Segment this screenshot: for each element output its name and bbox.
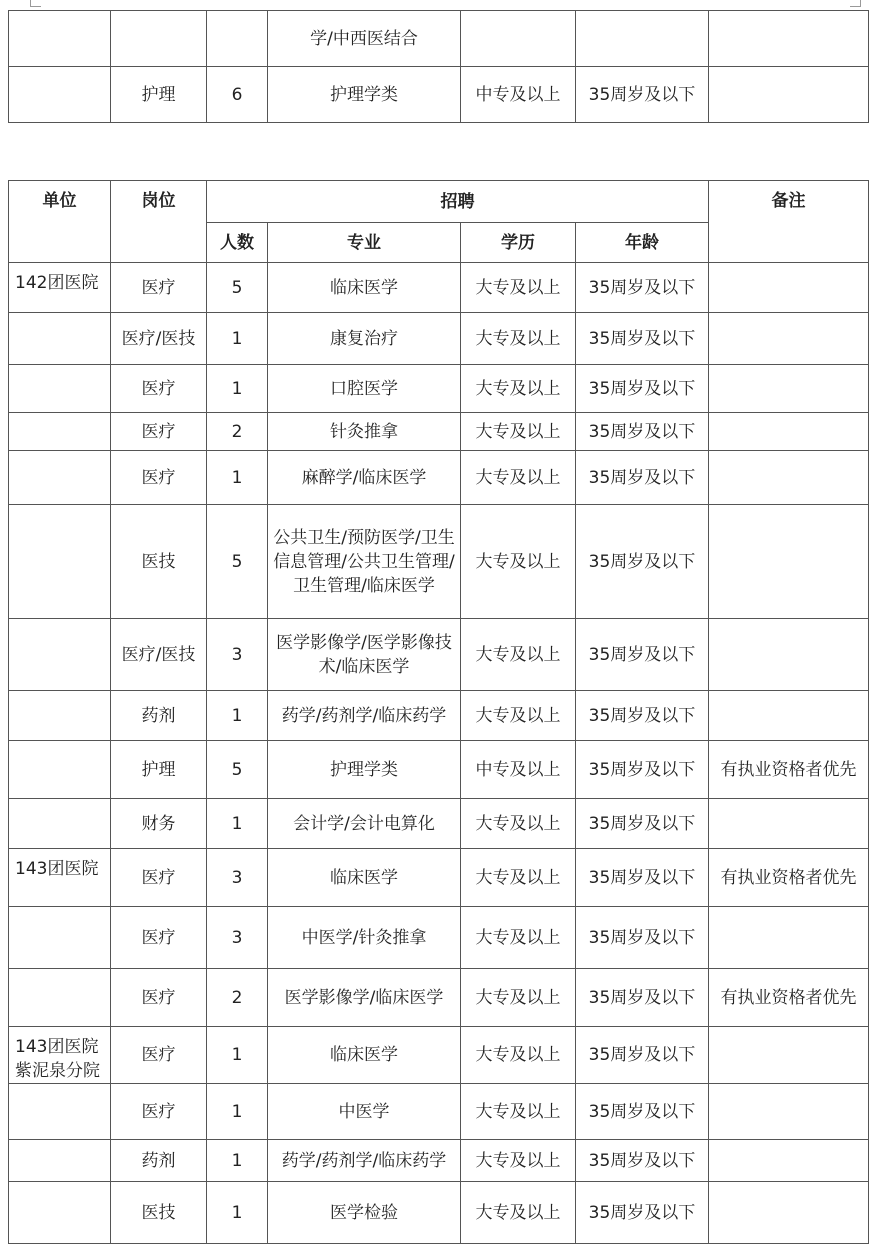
table-row <box>9 413 869 451</box>
cell-education: 大专及以上 <box>461 1084 576 1140</box>
cell-count: 3 <box>207 619 268 691</box>
cell-position: 医疗 <box>111 969 207 1027</box>
cell-remark: 有执业资格者优先 <box>709 969 869 1027</box>
cell-count: 1 <box>207 365 268 413</box>
cell-remark <box>709 799 869 849</box>
cell-education: 中专及以上 <box>461 67 576 123</box>
cell-unit <box>9 799 111 849</box>
cell-position: 医疗/医技 <box>111 313 207 365</box>
cell-remark <box>709 1084 869 1140</box>
cell-position: 医疗 <box>111 907 207 969</box>
table-row <box>9 1027 869 1084</box>
cell-age: 35周岁及以下 <box>576 849 709 907</box>
cell-remark <box>709 365 869 413</box>
table-row <box>9 11 869 67</box>
cell-age: 35周岁及以下 <box>576 1140 709 1182</box>
cell-education: 大专及以上 <box>461 505 576 619</box>
cell-major: 学/中西医结合 <box>268 11 461 67</box>
cell-education: 大专及以上 <box>461 451 576 505</box>
cell-unit <box>9 691 111 741</box>
cell-remark <box>709 67 869 123</box>
cell-major: 临床医学 <box>268 263 461 313</box>
cell-education: 大专及以上 <box>461 413 576 451</box>
cell-age: 35周岁及以下 <box>576 451 709 505</box>
cell-unit <box>9 969 111 1027</box>
cell-remark <box>709 263 869 313</box>
table-row <box>9 741 869 799</box>
cell-count: 1 <box>207 1140 268 1182</box>
cell-major: 药学/药剂学/临床药学 <box>268 1140 461 1182</box>
cell-major: 中医学 <box>268 1084 461 1140</box>
cell-unit <box>9 451 111 505</box>
cell-remark <box>709 313 869 365</box>
cell-major: 医学影像学/临床医学 <box>268 969 461 1027</box>
cell-remark: 有执业资格者优先 <box>709 741 869 799</box>
cell-education: 大专及以上 <box>461 969 576 1027</box>
cell-count: 1 <box>207 451 268 505</box>
cell-age: 35周岁及以下 <box>576 505 709 619</box>
cell-count: 2 <box>207 413 268 451</box>
cell-age: 35周岁及以下 <box>576 1182 709 1244</box>
cell-count: 2 <box>207 969 268 1027</box>
cell-age: 35周岁及以下 <box>576 263 709 313</box>
cell-education: 大专及以上 <box>461 1182 576 1244</box>
cell-count: 5 <box>207 263 268 313</box>
cell-count: 1 <box>207 1182 268 1244</box>
cell-education: 大专及以上 <box>461 619 576 691</box>
cell-education: 大专及以上 <box>461 1140 576 1182</box>
cell-age: 35周岁及以下 <box>576 413 709 451</box>
table-row <box>9 1140 869 1182</box>
cell-unit <box>9 1140 111 1182</box>
cell-education: 大专及以上 <box>461 365 576 413</box>
cell-major: 医学检验 <box>268 1182 461 1244</box>
cell-education: 大专及以上 <box>461 907 576 969</box>
cell-unit: 143团医院 <box>9 849 111 907</box>
header-age: 年龄 <box>576 223 709 263</box>
cell-position: 医疗 <box>111 1027 207 1084</box>
cell-major: 中医学/针灸推拿 <box>268 907 461 969</box>
cell-education: 大专及以上 <box>461 313 576 365</box>
cell-major: 针灸推拿 <box>268 413 461 451</box>
table-row <box>9 451 869 505</box>
cell-position: 医疗 <box>111 849 207 907</box>
cell-unit <box>9 907 111 969</box>
cell-position: 药剂 <box>111 1140 207 1182</box>
cell-age: 35周岁及以下 <box>576 1084 709 1140</box>
cell-unit <box>9 67 111 123</box>
cell-remark: 有执业资格者优先 <box>709 849 869 907</box>
table-row <box>9 365 869 413</box>
cell-unit: 143团医院紫泥泉分院 <box>9 1027 111 1084</box>
cell-age: 35周岁及以下 <box>576 313 709 365</box>
cell-age: 35周岁及以下 <box>576 691 709 741</box>
cell-remark <box>709 907 869 969</box>
cell-education: 大专及以上 <box>461 799 576 849</box>
header-unit: 单位 <box>9 181 111 263</box>
cell-education <box>461 11 576 67</box>
table-row <box>9 849 869 907</box>
table-row <box>9 313 869 365</box>
cell-major: 临床医学 <box>268 1027 461 1084</box>
cell-age: 35周岁及以下 <box>576 365 709 413</box>
page-corner-mark-left <box>30 0 41 7</box>
cell-age: 35周岁及以下 <box>576 907 709 969</box>
cell-education: 大专及以上 <box>461 691 576 741</box>
header-major: 专业 <box>268 223 461 263</box>
table-row <box>9 505 869 619</box>
table-row <box>9 969 869 1027</box>
cell-major: 临床医学 <box>268 849 461 907</box>
cell-unit <box>9 1182 111 1244</box>
cell-age <box>576 11 709 67</box>
table-row <box>9 799 869 849</box>
cell-position: 药剂 <box>111 691 207 741</box>
cell-education: 大专及以上 <box>461 849 576 907</box>
cell-remark <box>709 11 869 67</box>
cell-unit <box>9 505 111 619</box>
cell-position: 医疗 <box>111 1084 207 1140</box>
header-count: 人数 <box>207 223 268 263</box>
cell-position: 护理 <box>111 67 207 123</box>
page-corner-mark-right <box>850 0 861 7</box>
cell-remark <box>709 1140 869 1182</box>
cell-count: 3 <box>207 849 268 907</box>
cell-unit <box>9 365 111 413</box>
cell-position: 医疗 <box>111 365 207 413</box>
table-row <box>9 619 869 691</box>
cell-unit <box>9 11 111 67</box>
cell-count: 5 <box>207 505 268 619</box>
cell-major: 康复治疗 <box>268 313 461 365</box>
cell-count <box>207 11 268 67</box>
cell-remark <box>709 505 869 619</box>
table-row <box>9 1182 869 1244</box>
cell-age: 35周岁及以下 <box>576 799 709 849</box>
cell-major: 口腔医学 <box>268 365 461 413</box>
cell-major: 护理学类 <box>268 67 461 123</box>
cell-education: 大专及以上 <box>461 263 576 313</box>
cell-count: 3 <box>207 907 268 969</box>
header-position: 岗位 <box>111 181 207 263</box>
table-row <box>9 907 869 969</box>
cell-unit <box>9 313 111 365</box>
cell-remark <box>709 1027 869 1084</box>
cell-education: 大专及以上 <box>461 1027 576 1084</box>
cell-remark <box>709 1182 869 1244</box>
cell-major: 会计学/会计电算化 <box>268 799 461 849</box>
cell-education: 中专及以上 <box>461 741 576 799</box>
cell-age: 35周岁及以下 <box>576 1027 709 1084</box>
cell-age: 35周岁及以下 <box>576 741 709 799</box>
cell-unit <box>9 1084 111 1140</box>
cell-unit: 142团医院 <box>9 263 111 313</box>
cell-major: 药学/药剂学/临床药学 <box>268 691 461 741</box>
cell-position: 医疗/医技 <box>111 619 207 691</box>
cell-remark <box>709 619 869 691</box>
cell-count: 1 <box>207 799 268 849</box>
cell-position: 医疗 <box>111 413 207 451</box>
cell-remark <box>709 451 869 505</box>
cell-count: 1 <box>207 691 268 741</box>
cell-count: 6 <box>207 67 268 123</box>
cell-count: 1 <box>207 313 268 365</box>
cell-position: 医疗 <box>111 451 207 505</box>
table-row <box>9 67 869 123</box>
cell-remark <box>709 413 869 451</box>
cell-count: 1 <box>207 1084 268 1140</box>
table-row <box>9 1084 869 1140</box>
table-row <box>9 263 869 313</box>
cell-count: 5 <box>207 741 268 799</box>
cell-major: 公共卫生/预防医学/卫生信息管理/公共卫生管理/卫生管理/临床医学 <box>268 505 461 619</box>
cell-major: 护理学类 <box>268 741 461 799</box>
cell-count: 1 <box>207 1027 268 1084</box>
cell-position <box>111 11 207 67</box>
header-recruit: 招聘 <box>207 181 709 223</box>
cell-major: 麻醉学/临床医学 <box>268 451 461 505</box>
header-remark: 备注 <box>709 181 869 263</box>
cell-age: 35周岁及以下 <box>576 619 709 691</box>
recruitment-table <box>8 180 869 1244</box>
cell-remark <box>709 691 869 741</box>
cell-position: 医技 <box>111 505 207 619</box>
cell-unit <box>9 413 111 451</box>
cell-age: 35周岁及以下 <box>576 67 709 123</box>
header-education: 学历 <box>461 223 576 263</box>
cell-position: 医技 <box>111 1182 207 1244</box>
cell-age: 35周岁及以下 <box>576 969 709 1027</box>
cell-position: 护理 <box>111 741 207 799</box>
cell-unit <box>9 741 111 799</box>
recruitment-table-continued <box>8 10 869 123</box>
cell-major: 医学影像学/医学影像技术/临床医学 <box>268 619 461 691</box>
cell-position: 医疗 <box>111 263 207 313</box>
cell-position: 财务 <box>111 799 207 849</box>
table-row <box>9 691 869 741</box>
cell-unit <box>9 619 111 691</box>
